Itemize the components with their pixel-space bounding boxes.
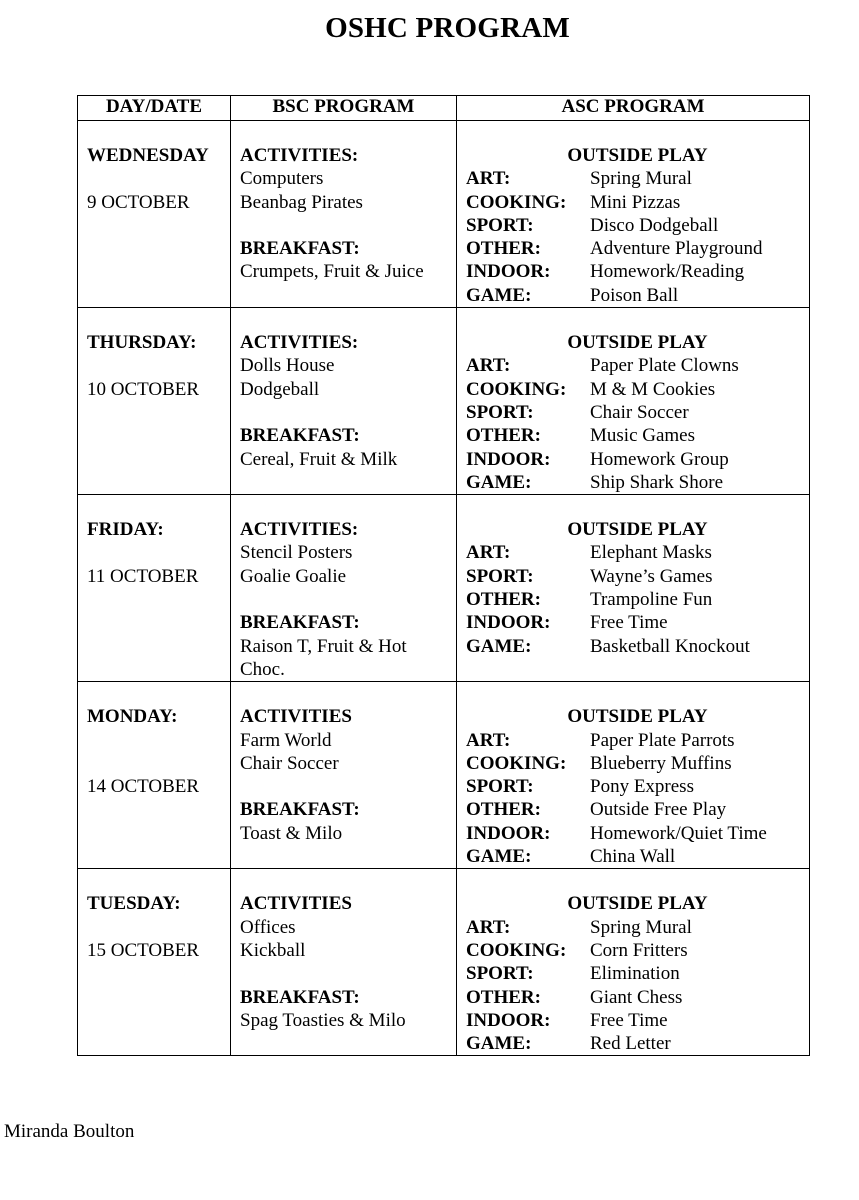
asc-row (466, 611, 809, 634)
asc-label: GAME: (466, 1033, 532, 1055)
asc-label: GAME: (466, 471, 532, 493)
asc-row (466, 1032, 809, 1055)
asc-label: SPORT: (466, 565, 534, 587)
header-day-date: DAY/DATE (78, 96, 231, 121)
asc-value: Blueberry Muffins (590, 752, 732, 774)
asc-label: COOKING: (466, 191, 567, 213)
asc-content (457, 682, 809, 868)
asc-label: OTHER: (466, 425, 541, 447)
page-title: OSHC PROGRAM (325, 12, 570, 44)
spacer (240, 775, 456, 798)
asc-value: Paper Plate Parrots (590, 729, 735, 751)
asc-row (466, 916, 809, 939)
breakfast-item: Spag Toasties & Milo (240, 1009, 406, 1031)
asc-label: SPORT: (466, 963, 534, 985)
asc-value: Outside Free Play (590, 799, 727, 821)
activity-item: Offices (240, 916, 296, 938)
bsc-cell (231, 682, 457, 869)
day-date-cell (78, 682, 231, 869)
asc-value: Red Letter (590, 1033, 671, 1055)
asc-label: ART: (466, 729, 511, 751)
asc-label: COOKING: (466, 752, 567, 774)
activity-item: Beanbag Pirates (240, 191, 363, 213)
day-date-content (78, 869, 230, 962)
asc-row (466, 471, 809, 494)
asc-row (466, 237, 809, 260)
asc-value: Giant Chess (590, 986, 683, 1008)
table-row (78, 869, 810, 1056)
asc-value: Homework/Reading (590, 261, 745, 283)
outside-play-heading: OUTSIDE PLAY (567, 519, 708, 541)
day-date-cell (78, 495, 231, 682)
bsc-cell (231, 308, 457, 495)
breakfast-label: BREAKFAST: (240, 238, 360, 260)
asc-row (466, 167, 809, 190)
asc-row (466, 424, 809, 447)
day-date-content (78, 682, 230, 798)
signature-name: Miranda Boulton (4, 1121, 135, 1142)
asc-row (466, 798, 809, 821)
date-text: 10 OCTOBER (87, 378, 200, 400)
header-asc-program: ASC PROGRAM (457, 96, 810, 121)
activities-label: ACTIVITIES: (240, 332, 359, 354)
outside-play-heading: OUTSIDE PLAY (567, 145, 708, 166)
activities-label: ACTIVITIES: (240, 519, 359, 541)
program-rows (78, 121, 810, 1056)
program-table (77, 95, 810, 1056)
asc-label: INDOOR: (466, 261, 551, 283)
asc-value: Spring Mural (590, 916, 692, 938)
asc-cell (457, 682, 810, 869)
activity-item: Computers (240, 168, 324, 190)
bsc-content (231, 869, 456, 1032)
breakfast-label: BREAKFAST: (240, 986, 360, 1008)
asc-row (466, 752, 809, 775)
day-name: TUESDAY: (87, 893, 181, 915)
asc-value: Poison Ball (590, 284, 679, 306)
asc-label: ART: (466, 168, 511, 190)
day-date-content (78, 121, 230, 214)
asc-row (466, 822, 809, 845)
asc-value: Wayne’s Games (590, 565, 713, 587)
bsc-content (231, 682, 456, 845)
asc-value: Free Time (590, 612, 668, 634)
asc-label: ART: (466, 542, 511, 564)
spacer (240, 588, 456, 611)
asc-label: COOKING: (466, 939, 567, 961)
asc-cell (457, 869, 810, 1056)
asc-content (457, 869, 809, 1055)
breakfast-item: Cereal, Fruit & Milk (240, 448, 398, 470)
bsc-cell (231, 495, 457, 682)
day-name: FRIDAY: (87, 519, 164, 541)
asc-row (466, 260, 809, 283)
asc-label: INDOOR: (466, 1009, 551, 1031)
asc-value: Trampoline Fun (590, 589, 713, 611)
asc-label: INDOOR: (466, 448, 551, 470)
asc-cell (457, 121, 810, 308)
activity-item: Dolls House (240, 355, 335, 377)
asc-value: Basketball Knockout (590, 635, 750, 657)
asc-row (466, 448, 809, 471)
bsc-content (231, 308, 456, 471)
asc-value: Homework/Quiet Time (590, 822, 767, 844)
asc-row (466, 378, 809, 401)
asc-row (466, 729, 809, 752)
asc-value: Paper Plate Clowns (590, 355, 739, 377)
day-name: WEDNESDAY (87, 145, 209, 166)
asc-row (466, 1009, 809, 1032)
day-date-content (78, 495, 230, 588)
asc-value: Elephant Masks (590, 542, 712, 564)
asc-row (466, 588, 809, 611)
asc-row (466, 962, 809, 985)
asc-row (466, 214, 809, 237)
activities-label: ACTIVITIES (240, 706, 352, 728)
asc-value: Pony Express (590, 776, 694, 798)
breakfast-label: BREAKFAST: (240, 799, 360, 821)
table-row (78, 121, 810, 308)
asc-row (466, 775, 809, 798)
table-row (78, 682, 810, 869)
bsc-content (231, 495, 456, 681)
asc-value: Mini Pizzas (590, 191, 681, 213)
asc-value: Music Games (590, 425, 696, 447)
outside-play-heading: OUTSIDE PLAY (567, 332, 708, 354)
header-row (78, 96, 810, 121)
date-text: 11 OCTOBER (87, 565, 199, 587)
activity-item: Stencil Posters (240, 542, 353, 564)
asc-content (457, 495, 809, 658)
asc-label: INDOOR: (466, 822, 551, 844)
asc-value: Spring Mural (590, 168, 692, 190)
asc-label: ART: (466, 916, 511, 938)
breakfast-item: Raison T, Fruit & Hot (240, 635, 407, 657)
asc-value: M & M Cookies (590, 378, 716, 400)
activity-item: Goalie Goalie (240, 565, 347, 587)
spacer (240, 214, 456, 237)
asc-row (466, 986, 809, 1009)
date-text: 9 OCTOBER (87, 191, 190, 213)
breakfast-item: Choc. (240, 658, 285, 680)
activity-item: Dodgeball (240, 378, 320, 400)
asc-row (466, 541, 809, 564)
asc-label: GAME: (466, 635, 532, 657)
asc-value: Free Time (590, 1009, 668, 1031)
asc-row (466, 845, 809, 868)
asc-label: ART: (466, 355, 511, 377)
table-row (78, 308, 810, 495)
asc-label: SPORT: (466, 776, 534, 798)
bsc-cell (231, 869, 457, 1056)
spacer (240, 401, 456, 424)
asc-row (466, 354, 809, 377)
day-name: THURSDAY: (87, 332, 197, 354)
day-date-cell (78, 121, 231, 308)
activities-label: ACTIVITIES (240, 893, 352, 915)
breakfast-item: Toast & Milo (240, 822, 343, 844)
breakfast-label: BREAKFAST: (240, 612, 360, 634)
asc-value: Homework Group (590, 448, 729, 470)
asc-row (466, 565, 809, 588)
outside-play-heading: OUTSIDE PLAY (567, 893, 708, 915)
bsc-cell (231, 121, 457, 308)
day-date-content (78, 308, 230, 401)
asc-value: Disco Dodgeball (590, 214, 719, 236)
asc-value: Corn Fritters (590, 939, 688, 961)
asc-value: Ship Shark Shore (590, 471, 723, 493)
day-date-cell (78, 308, 231, 495)
asc-cell (457, 308, 810, 495)
asc-label: SPORT: (466, 214, 534, 236)
bsc-content (231, 121, 456, 284)
asc-content (457, 121, 809, 307)
activity-item: Kickball (240, 939, 306, 961)
asc-label: COOKING: (466, 378, 567, 400)
spacer (240, 962, 456, 985)
day-date-cell (78, 869, 231, 1056)
asc-label: OTHER: (466, 799, 541, 821)
asc-label: INDOOR: (466, 612, 551, 634)
asc-value: Elimination (590, 963, 680, 985)
asc-row (466, 939, 809, 962)
outside-play-heading: OUTSIDE PLAY (567, 706, 708, 728)
header-bsc-program: BSC PROGRAM (231, 96, 457, 121)
asc-cell (457, 495, 810, 682)
table-row (78, 495, 810, 682)
asc-row (466, 284, 809, 307)
date-text: 15 OCTOBER (87, 939, 200, 961)
asc-label: GAME: (466, 846, 532, 868)
activity-item: Farm World (240, 729, 332, 751)
asc-label: OTHER: (466, 986, 541, 1008)
breakfast-item: Crumpets, Fruit & Juice (240, 261, 424, 283)
asc-label: GAME: (466, 284, 532, 306)
asc-label: SPORT: (466, 401, 534, 423)
day-name: MONDAY: (87, 706, 178, 728)
asc-value: Adventure Playground (590, 238, 763, 260)
date-text: 14 OCTOBER (87, 776, 200, 798)
asc-row (466, 401, 809, 424)
asc-row (466, 635, 809, 658)
activity-item: Chair Soccer (240, 752, 339, 774)
asc-content (457, 308, 809, 494)
breakfast-label: BREAKFAST: (240, 425, 360, 447)
asc-value: China Wall (590, 846, 676, 868)
asc-row (466, 191, 809, 214)
asc-label: OTHER: (466, 589, 541, 611)
activities-label: ACTIVITIES: (240, 145, 359, 166)
asc-value: Chair Soccer (590, 401, 689, 423)
asc-label: OTHER: (466, 238, 541, 260)
